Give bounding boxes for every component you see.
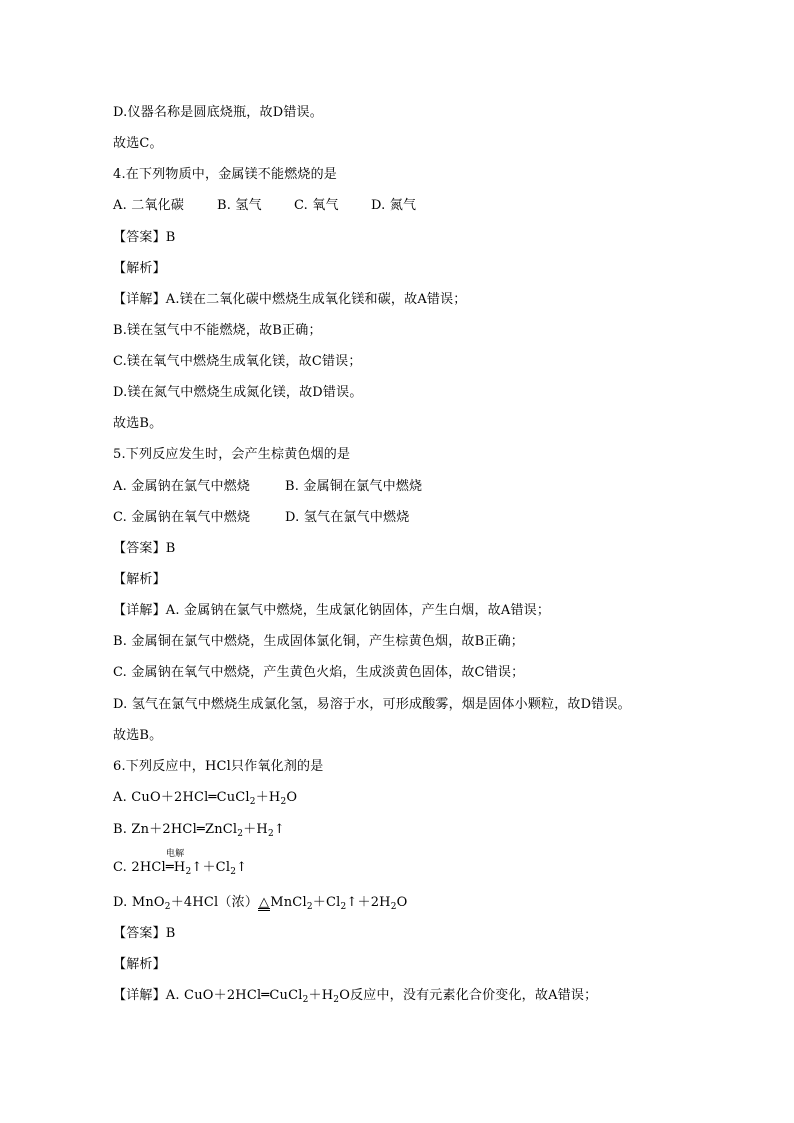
equation-part: C. 2HCl <box>113 860 166 875</box>
subscript: 2 <box>249 797 256 807</box>
answer-label: 【答案】B <box>113 541 176 556</box>
equation-part: ↑＋2H <box>346 895 391 910</box>
equation-part: A. CuO＋2HCl═CuCl <box>113 790 250 805</box>
option-c: C. 氧气 <box>294 198 339 213</box>
subscript: 2 <box>340 902 347 912</box>
detail-line: 【详解】A.镁在二氧化碳中燃烧生成氧化镁和碳，故A错误； <box>113 292 467 307</box>
equation-part: H <box>173 860 186 875</box>
equation-part: ↑＋Cl <box>191 860 231 875</box>
answer-label: 【答案】B <box>113 230 176 245</box>
option-a: A. 金属钠在氯气中燃烧 <box>113 479 251 494</box>
equals-sign: ═ <box>165 860 174 875</box>
conclusion-line: 故选B。 <box>113 728 163 743</box>
question-6-option-b <box>113 821 285 839</box>
detail-line: C. 金属钠在氧气中燃烧，产生黄色火焰，生成淡黄色固体，故C错误； <box>113 665 525 680</box>
analysis-label: 【解析】 <box>113 261 166 276</box>
equation-part: ↑ <box>273 822 285 837</box>
equation-part: 【详解】A. CuO＋2HCl═CuCl <box>113 988 303 1003</box>
option-b: B. 氢气 <box>217 198 262 213</box>
equation-part: ＋H <box>243 822 268 837</box>
detail-line: D.镁在氮气中燃烧生成氮化镁，故D错误。 <box>113 385 363 400</box>
equation-part: O反应中，没有元素化合价变化，故A错误； <box>339 988 598 1003</box>
equation-part: O <box>286 790 298 805</box>
subscript: 2 <box>164 902 171 912</box>
detail-line: B. 金属铜在氯气中燃烧，生成固体氯化铜，产生棕黄色烟，故B正确； <box>113 634 524 649</box>
detail-line: B.镁在氢气中不能燃烧，故B正确； <box>113 323 322 338</box>
subscript: 2 <box>237 829 244 839</box>
condition-label: △ <box>259 895 270 910</box>
equation-part: O <box>396 895 408 910</box>
subscript: 2 <box>185 867 192 877</box>
detail-line <box>113 987 597 1005</box>
equation-part: ＋Cl <box>312 895 341 910</box>
equation-part: MnCl <box>270 895 307 910</box>
question-6-stem: 6.下列反应中，HCl只作氧化剂的是 <box>113 759 324 774</box>
answer-label: 【答案】B <box>113 926 176 941</box>
subscript: 2 <box>390 902 397 912</box>
analysis-label: 【解析】 <box>113 572 166 587</box>
subscript: 2 <box>333 995 340 1005</box>
question-4-options <box>113 197 416 215</box>
detail-line: D. 氢气在氯气中燃烧生成氯化氢，易溶于水，可形成酸雾，烟是固体小颗粒，故D错误。 <box>113 697 631 712</box>
option-d: D. 氮气 <box>371 198 417 213</box>
reaction-condition <box>165 849 185 877</box>
question-6-option-c <box>113 849 248 877</box>
analysis-label: 【解析】 <box>113 957 166 972</box>
option-d: D. 氢气在氯气中燃烧 <box>285 510 410 525</box>
equation-part: ＋4HCl（浓） <box>170 895 259 910</box>
equation-part: B. Zn＋2HCl═ZnCl <box>113 822 238 837</box>
detail-line: 【详解】A. 金属钠在氯气中燃烧，生成氯化钠固体，产生白烟，故A错误； <box>113 603 551 618</box>
question-5-options-row1 <box>113 478 422 496</box>
condition-label: 电解 <box>165 849 185 859</box>
question-5-stem: 5.下列反应发生时，会产生棕黄色烟的是 <box>113 447 351 462</box>
question-6-option-a <box>113 789 297 807</box>
subscript: 2 <box>230 867 237 877</box>
subscript: 2 <box>280 797 287 807</box>
detail-line: C.镁在氧气中燃烧生成氧化镁，故C错误； <box>113 354 362 369</box>
subscript: 2 <box>302 995 309 1005</box>
option-a: A. 二氧化碳 <box>113 198 185 213</box>
equation-part: ↑ <box>236 860 248 875</box>
question-5-options-row2 <box>113 509 409 527</box>
option-b: B. 金属铜在氯气中燃烧 <box>285 479 423 494</box>
question-4-stem: 4.在下列物质中，金属镁不能燃烧的是 <box>113 167 338 182</box>
equation-part: ＋H <box>308 988 334 1003</box>
subscript: 2 <box>267 829 274 839</box>
option-c: C. 金属钠在氧气中燃烧 <box>113 510 251 525</box>
equation-part: D. MnO <box>113 895 165 910</box>
heating-equals-sign <box>258 895 270 911</box>
text-line: 故选C。 <box>113 136 163 151</box>
subscript: 2 <box>306 902 313 912</box>
conclusion-line: 故选B。 <box>113 416 163 431</box>
question-6-option-d <box>113 894 408 912</box>
equation-part: ＋H <box>255 790 281 805</box>
text-line: D.仪器名称是圆底烧瓶，故D错误。 <box>113 105 323 120</box>
